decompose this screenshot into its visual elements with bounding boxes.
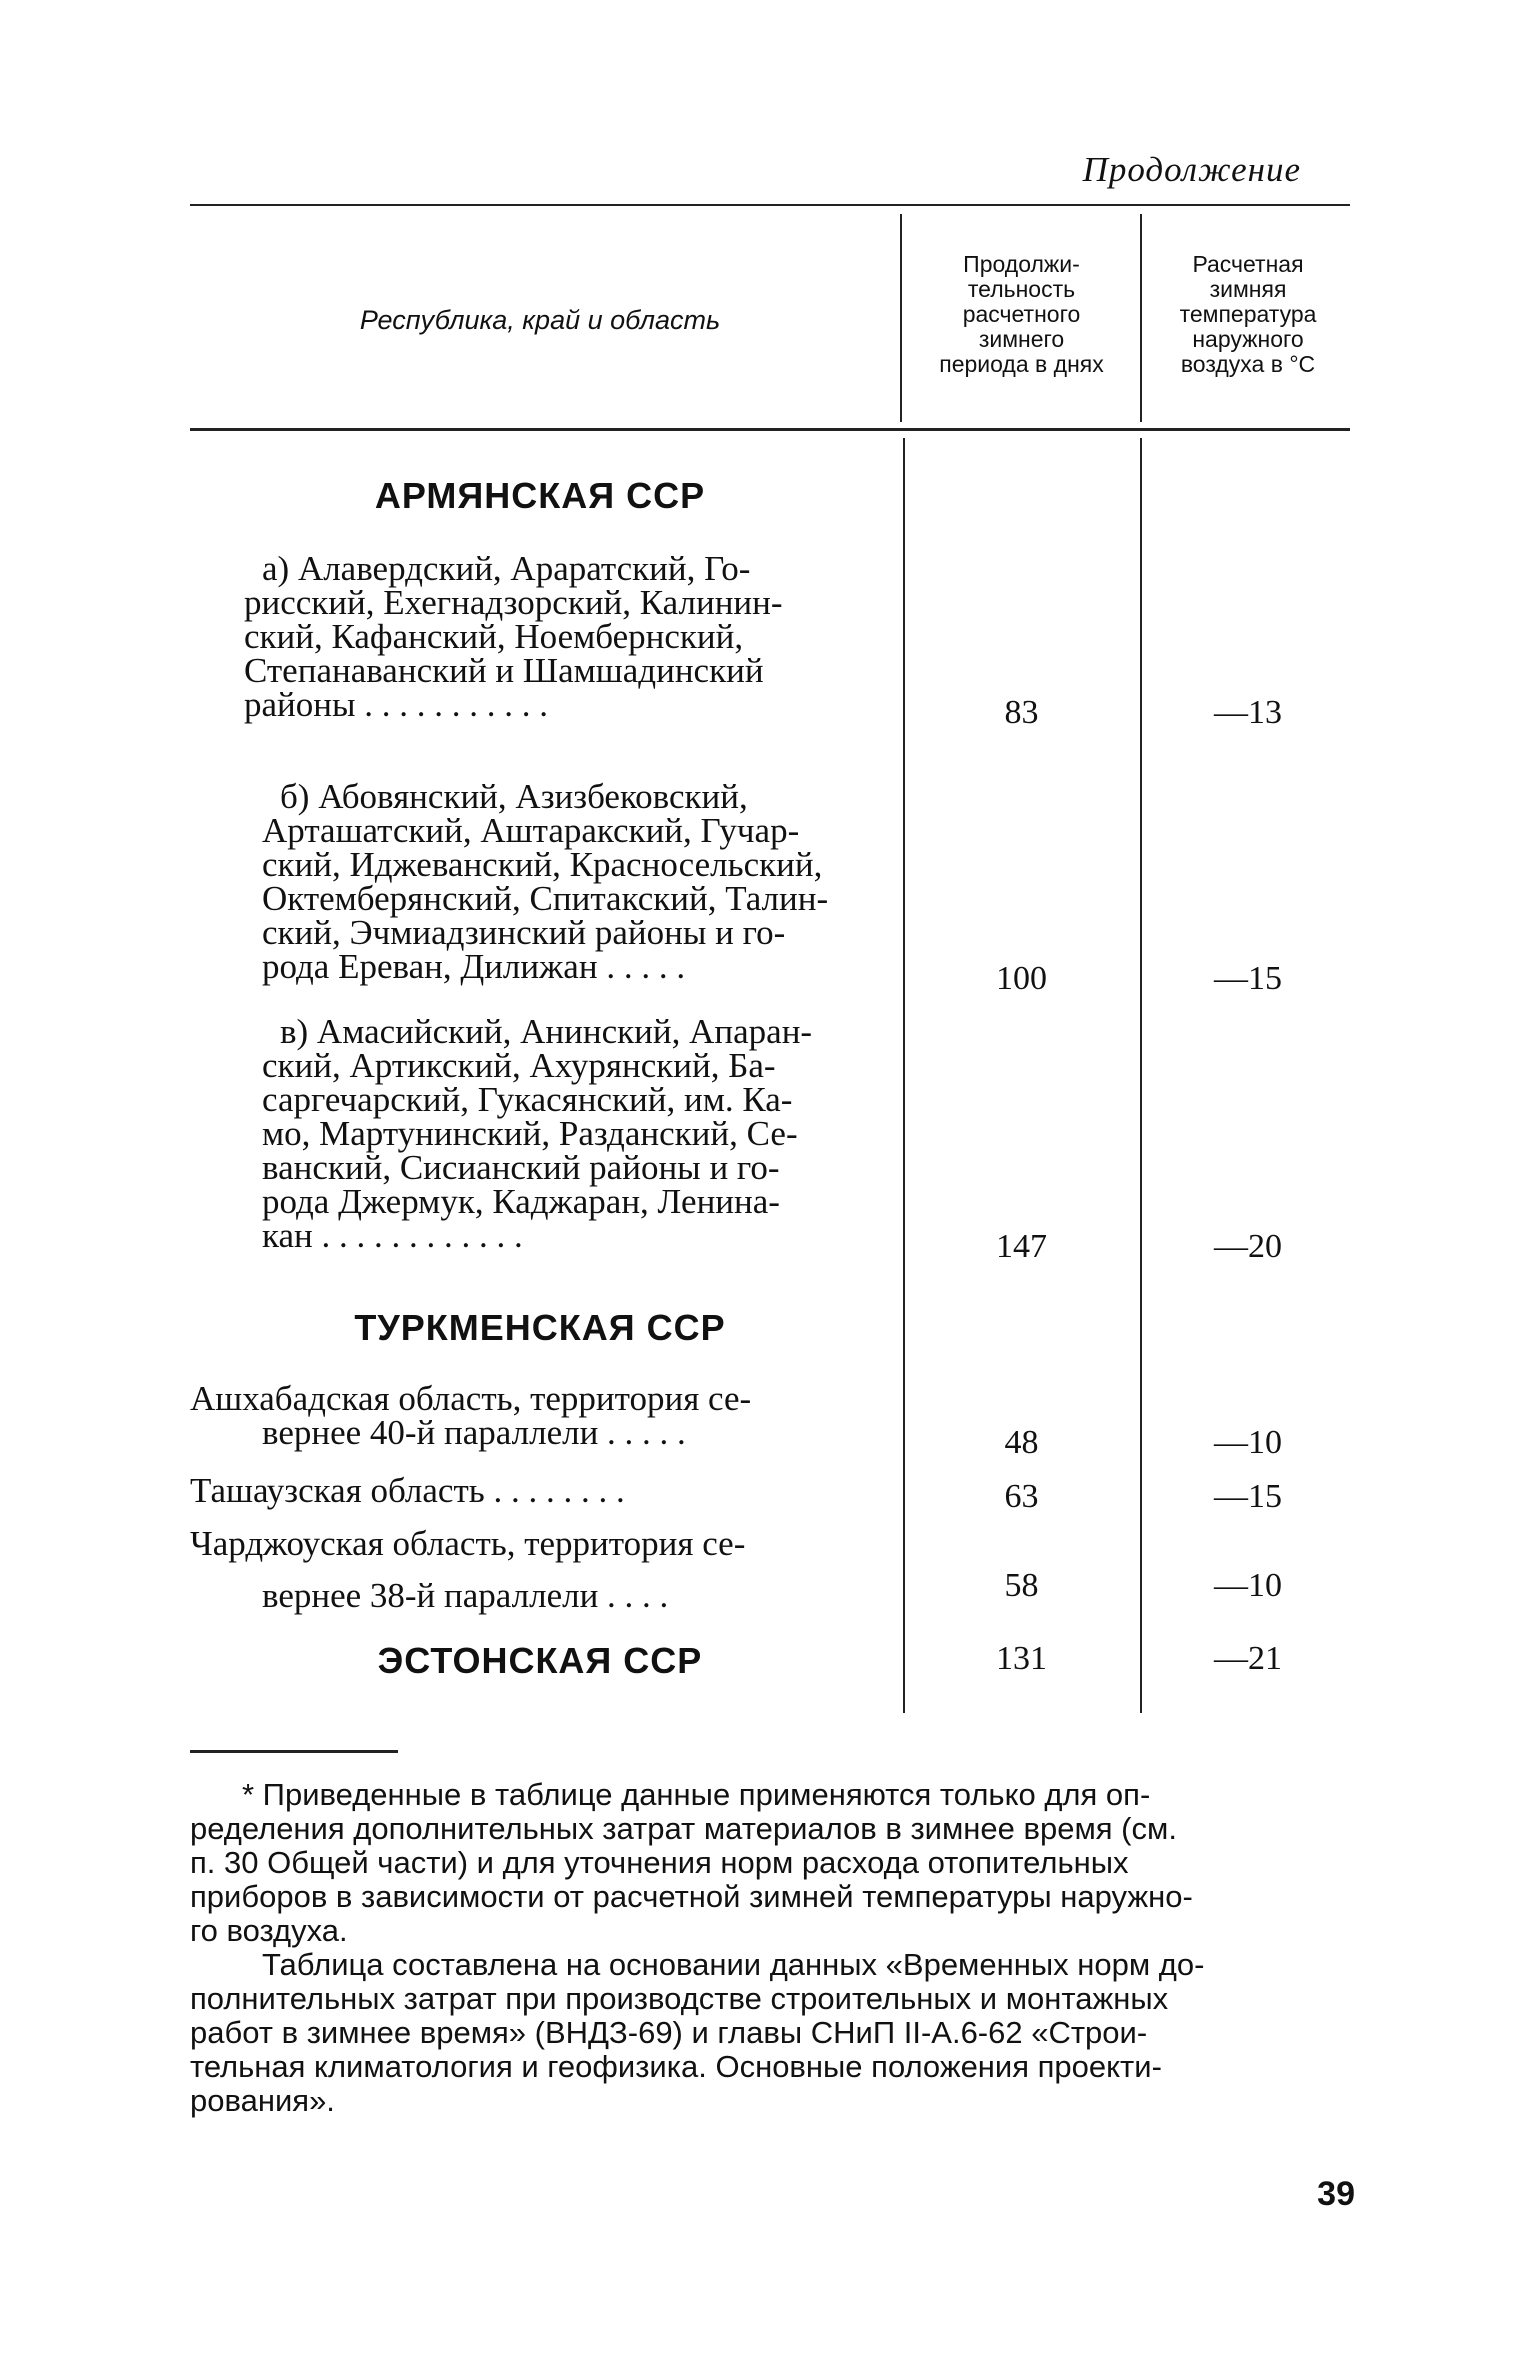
footnote-line: приборов в зависимости от расчетной зимней температуры наружно-: [190, 1879, 1193, 1914]
row-text-line: Чарджоуская область, территория се-: [190, 1524, 746, 1563]
row-text-line: ский, Иджеванский, Красносельский,: [262, 845, 823, 884]
row-text-line: Ташаузская область . . . . . . . .: [190, 1471, 625, 1510]
row-text-line: ский, Кафанский, Ноембернский,: [244, 617, 744, 656]
row-text-line: ванский, Сисианский районы и го-: [262, 1148, 780, 1187]
table-row: [190, 1471, 879, 1510]
header-line: температура: [1179, 301, 1317, 327]
table-top-rule: [190, 204, 1350, 206]
continued-label: Продолжение: [1082, 150, 1301, 189]
footnote-line: тельная климатология и геофизика. Основные положения проекти-: [190, 2049, 1162, 2084]
section-heading-armenia: АРМЯНСКАЯ ССР: [374, 475, 706, 516]
row-text-line: вернее 38-й параллели . . . .: [262, 1576, 669, 1615]
header-line: периода в днях: [939, 351, 1104, 377]
footnote-rule: [190, 1750, 398, 1753]
footnote-line: * Приведенные в таблице данные применяются только для оп-: [242, 1777, 1151, 1812]
temperature-value: —21: [1214, 1640, 1282, 1677]
row-text-line: районы . . . . . . . . . . .: [244, 685, 549, 724]
section-heading-estonia: ЭСТОНСКАЯ ССР: [377, 1640, 703, 1681]
days-value: 48: [1004, 1424, 1039, 1461]
header-line: Расчетная: [1192, 251, 1304, 277]
header-line: расчетного: [962, 301, 1081, 327]
row-text-line: рода Джермук, Каджаран, Ленина-: [262, 1182, 780, 1221]
header-region: Республика, край и область: [359, 305, 721, 335]
footnote-line: го воздуха.: [190, 1913, 348, 1948]
table-row: [244, 549, 879, 724]
temperature-value: —20: [1214, 1228, 1282, 1265]
footnote-line: рования».: [190, 2083, 335, 2118]
header-line: воздуха в °С: [1180, 351, 1316, 377]
temperature-value: —10: [1214, 1567, 1282, 1604]
header-line: тельность: [967, 276, 1076, 302]
row-text-line: Арташатский, Аштаракский, Гучар-: [262, 811, 800, 850]
row-text-line: в) Амасийский, Анинский, Апаран-: [280, 1012, 813, 1051]
row-text-line: рода Ереван, Дилижан . . . . .: [262, 947, 686, 986]
row-text-line: саргечарский, Гукасянский, им. Ка-: [262, 1080, 793, 1119]
row-text-line: ский, Эчмиадзинский районы и го-: [262, 913, 786, 952]
row-text-line: б) Абовянский, Азизбековский,: [280, 777, 748, 816]
row-text-line: вернее 40-й параллели . . . . .: [262, 1413, 686, 1452]
table-header-rule: [190, 428, 1350, 431]
page-number: 39: [1317, 2175, 1355, 2213]
column-divider: [903, 438, 905, 1713]
temperature-value: —10: [1214, 1424, 1282, 1461]
row-text-line: рисский, Ехегнадзорский, Калинин-: [244, 583, 783, 622]
footnote: [190, 1778, 1355, 2118]
header-line: Продолжи-: [963, 251, 1080, 277]
column-divider: [1140, 214, 1142, 422]
footnote-line: работ в зимнее время» (ВНДЗ-69) и главы СНиП II-А.6-62 «Строи-: [190, 2015, 1148, 2050]
table-row: [190, 1524, 879, 1615]
row-text-line: Октемберянский, Спитакский, Талин-: [262, 879, 829, 918]
column-divider: [900, 214, 902, 422]
row-text-line: Ашхабадская область, территория се-: [190, 1379, 752, 1418]
section-heading-turkmenia: ТУРКМЕНСКАЯ ССР: [354, 1307, 726, 1348]
header-temperature: [1143, 252, 1353, 377]
table-row: [262, 1012, 879, 1255]
row-text-line: Степанаванский и Шамшадинский: [244, 651, 764, 690]
days-value: 100: [996, 960, 1047, 997]
footnote-line: п. 30 Общей части) и для уточнения норм расхода отопительных: [190, 1845, 1129, 1880]
header-line: наружного: [1192, 326, 1304, 352]
row-text-line: а) Алавердский, Араратский, Го-: [262, 549, 751, 588]
row-text-line: кан . . . . . . . . . . . .: [262, 1216, 523, 1255]
footnote-line: ределения дополнительных затрат материалов в зимнее время (см.: [190, 1811, 1177, 1846]
temperature-value: —15: [1214, 960, 1282, 997]
temperature-value: —13: [1214, 694, 1282, 731]
temperature-value: —15: [1214, 1478, 1282, 1515]
footnote-line: полнительных затрат при производстве строительных и монтажных: [190, 1981, 1169, 2016]
footnote-line: Таблица составлена на основании данных «Временных норм до-: [262, 1947, 1205, 1982]
days-value: 131: [996, 1640, 1047, 1677]
days-value: 58: [1004, 1567, 1039, 1604]
days-value: 63: [1004, 1478, 1039, 1515]
table-row: [190, 1379, 879, 1452]
row-text-line: мо, Мартунинский, Разданский, Се-: [262, 1114, 798, 1153]
days-value: 147: [996, 1228, 1047, 1265]
header-line: зимняя: [1209, 276, 1287, 302]
column-divider: [1140, 438, 1142, 1713]
table-row: [262, 777, 879, 986]
row-text-line: ский, Артикский, Ахурянский, Ба-: [262, 1046, 776, 1085]
days-value: 83: [1004, 694, 1039, 731]
header-line: зимнего: [978, 326, 1065, 352]
header-duration: [905, 252, 1138, 377]
